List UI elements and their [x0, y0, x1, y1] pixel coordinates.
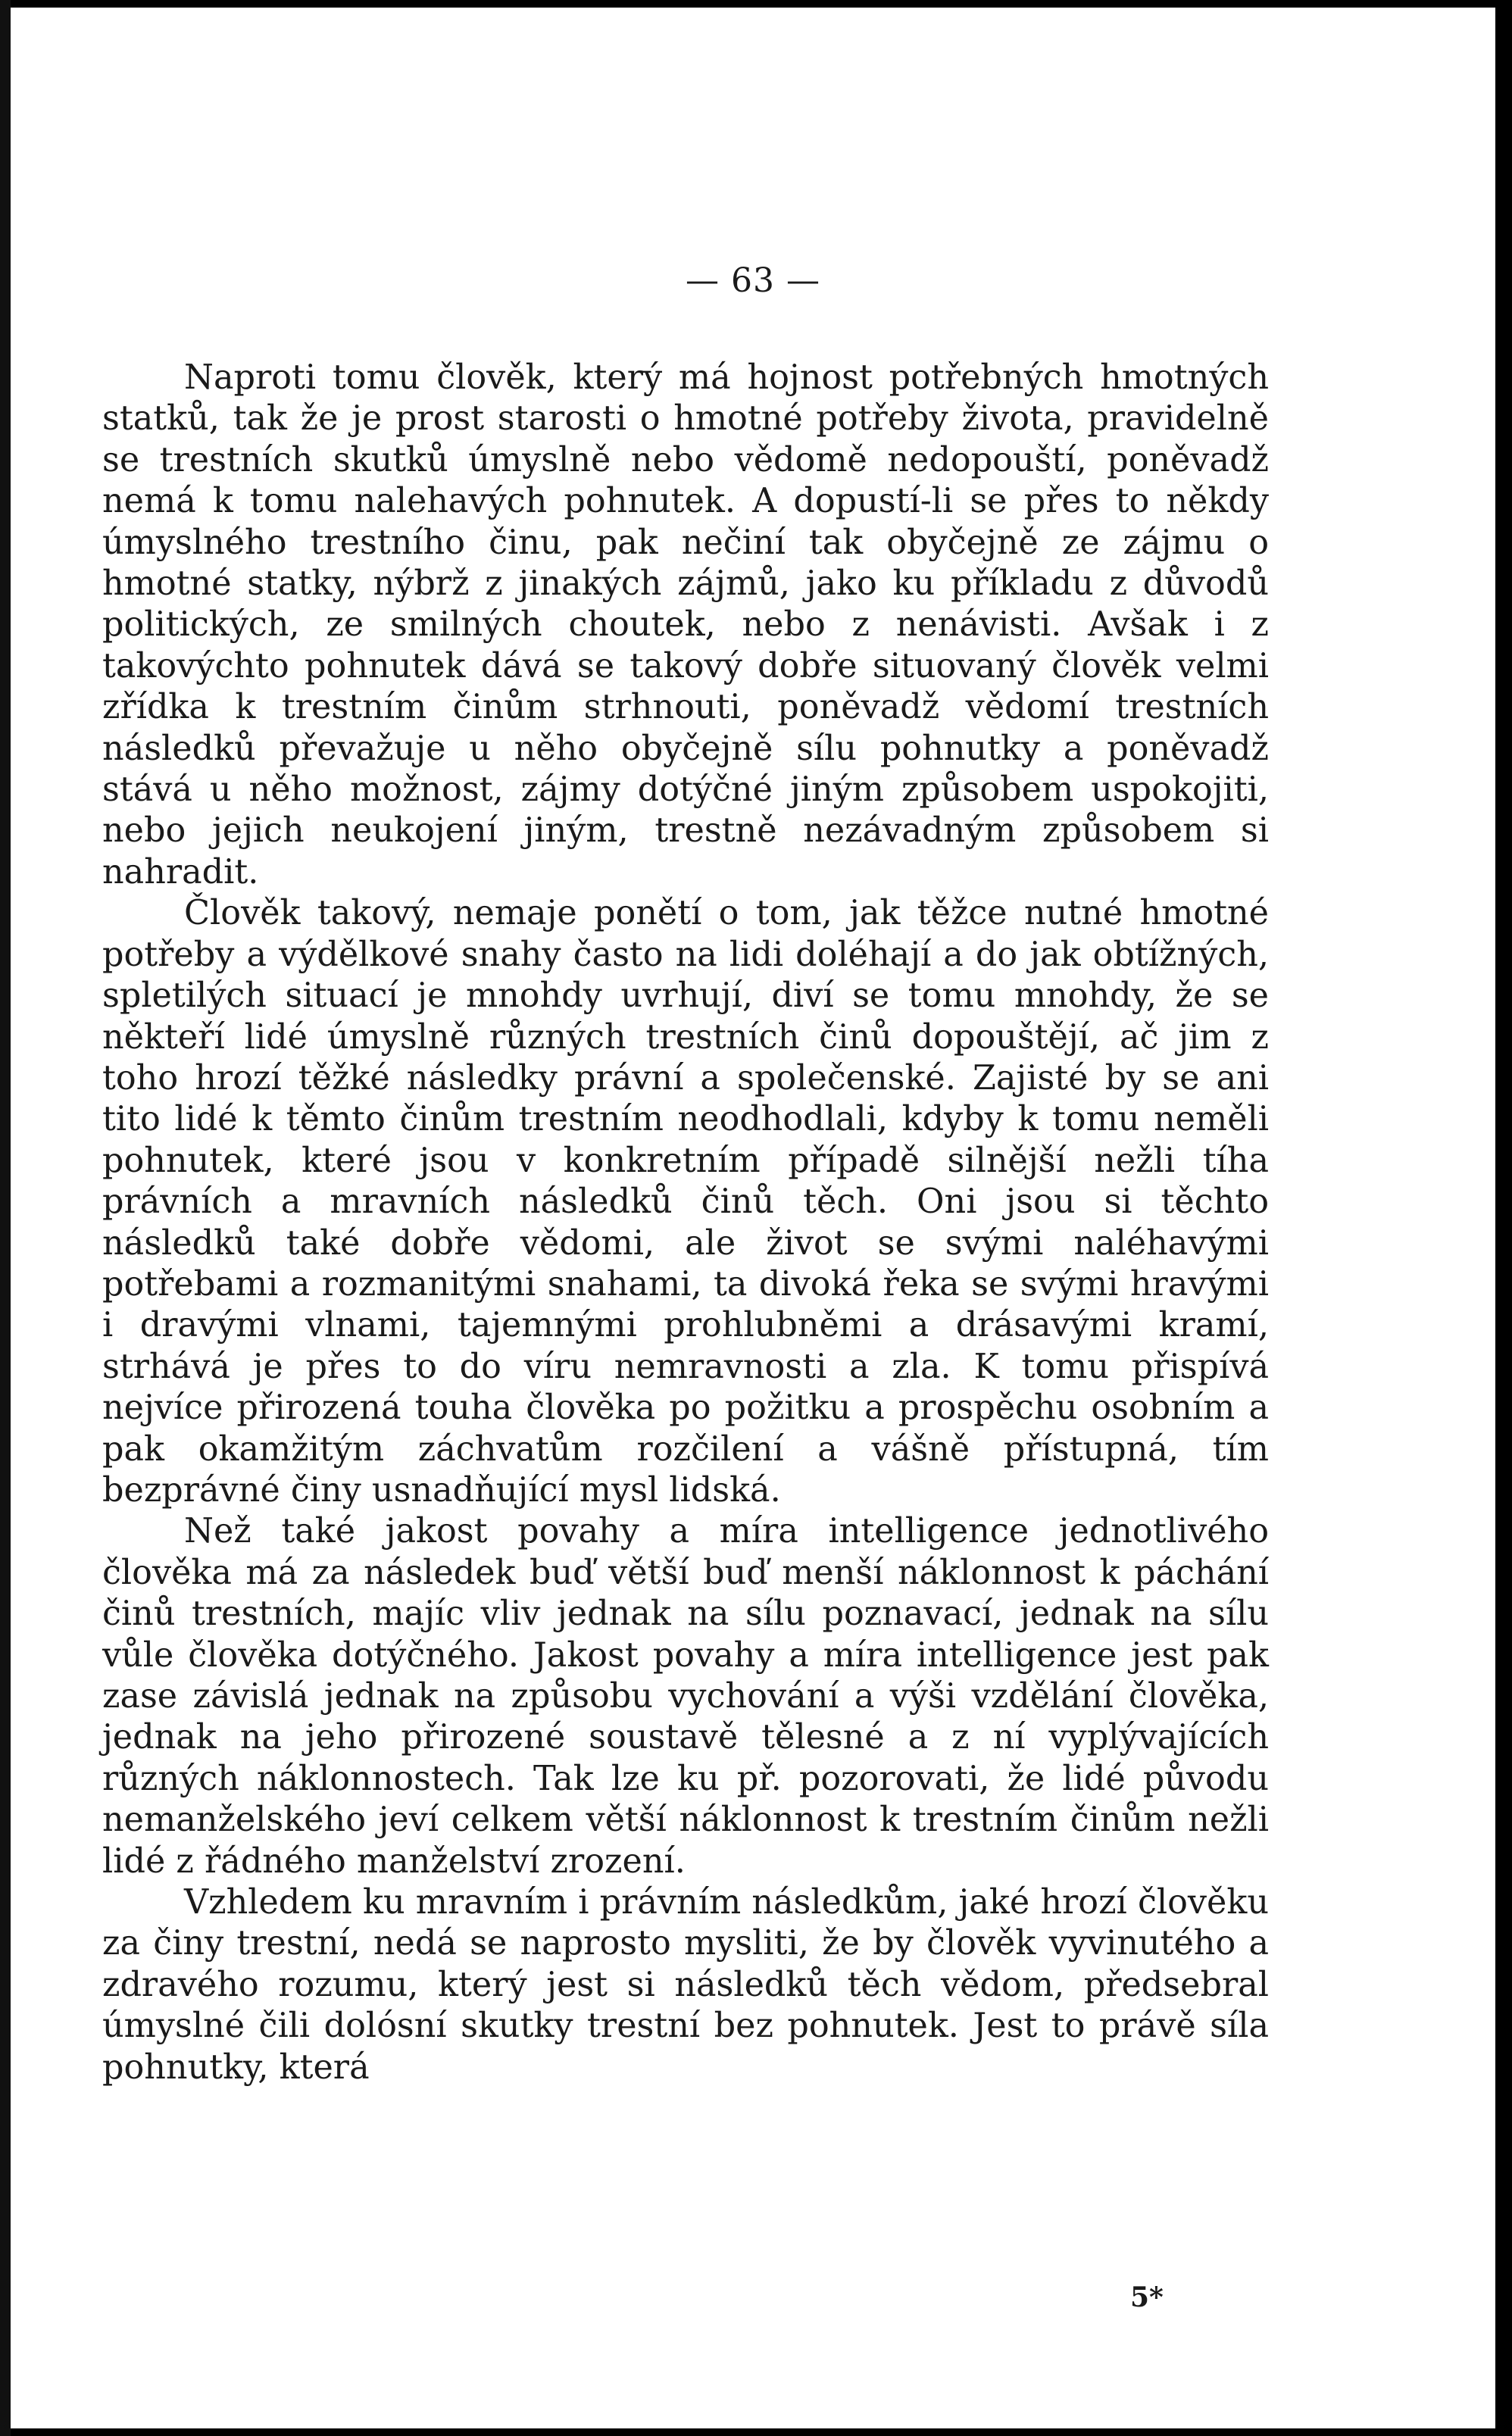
paragraph: Než také jakost povahy a míra intelligence jednotlivého člověka má za následek buď větší buď menší náklonnost k páchání činů trestních, majíc vliv jednak na sílu poznavací, jednak na sílu vůle člověka dotýčného. Jakost povahy a míra intelligence jest pak zase závislá jednak na způsobu vychování a výši vzdělání člověka, jednak na jeho přirozené soustavě tělesné a z ní vyplývajících různých náklonnostech. Tak lze ku př. pozorovati, že lidé původu nemanželského jeví celkem větší náklonnost k trestním činům nežli lidé z řádného manželství zrození.: [102, 1512, 1269, 1881]
book-page: [11, 8, 1495, 2428]
body-text: [102, 358, 1269, 2088]
paragraph: Vzhledem ku mravním i právním následkům, jaké hrozí člověku za činy trestní, nedá se naprosto mysliti, že by člověk vyvinutého a zdravého rozumu, který jest si následků těch vědom, předsebral úmyslné čili dolósní skutky trestní bez pohnutek. Jest to právě síla pohnutky, která: [102, 1883, 1269, 2087]
signature-mark: 5*: [1130, 2281, 1164, 2313]
scan-edge-left: [0, 0, 11, 2436]
page-number: — 63 —: [686, 261, 820, 300]
paragraph: Naproti tomu člověk, který má hojnost potřebných hmotných statků, tak že je prost starosti o hmotné potřeby života, pravidelně se trestních skutků úmyslně nebo vědomě nedopouští, poněvadž nemá k tomu nalehavých pohnutek. A dopustí-li se přes to někdy úmyslného trestního činu, pak nečiní tak obyčejně ze zájmu o hmotné statky, nýbrž z jinakých zájmů, jako ku příkladu z důvodů politických, ze smilných choutek, nebo z nenávisti. Avšak i z takovýchto pohnutek dává se takový dobře situovaný člověk velmi zřídka k trestním činům strhnouti, poněvadž vědomí trestních následků převažuje u něho obyčejně sílu pohnutky a poněvadž stává u něho možnost, zájmy dotýčné jiným způsobem uspokojiti, nebo jejich neukojení jiným, trestně nezávadným způsobem si nahradit.: [102, 358, 1269, 892]
paragraph: Člověk takový, nemaje ponětí o tom, jak těžce nutné hmotné potřeby a výdělkové snahy často na lidi doléhají a do jak obtížných, spletilých situací je mnohdy uvrhují, diví se tomu mnohdy, že se někteří lidé úmyslně různých trestních činů dopouštějí, ač jim z toho hrozí těžké následky právní a společenské. Zajisté by se ani tito lidé k těmto činům trestním neodhodlali, kdyby k tomu neměli pohnutek, které jsou v konkretním případě silnější nežli tíha právních a mravních následků činů těch. Oni jsou si těchto následků také dobře vědomi, ale život se svými naléhavými potřebami a rozmanitými snahami, ta divoká řeka se svými hravými i dravými vlnami, tajemnými prohlubněmi a drásavými kramí, strhává je přes to do víru nemravnosti a zla. K tomu přispívá nejvíce přirozená touha člověka po požitku a prospěchu osobním a pak okamžitým záchvatům rozčilení a vášně přístupná, tím bezprávné činy usnadňující mysl lidská.: [102, 894, 1269, 1510]
